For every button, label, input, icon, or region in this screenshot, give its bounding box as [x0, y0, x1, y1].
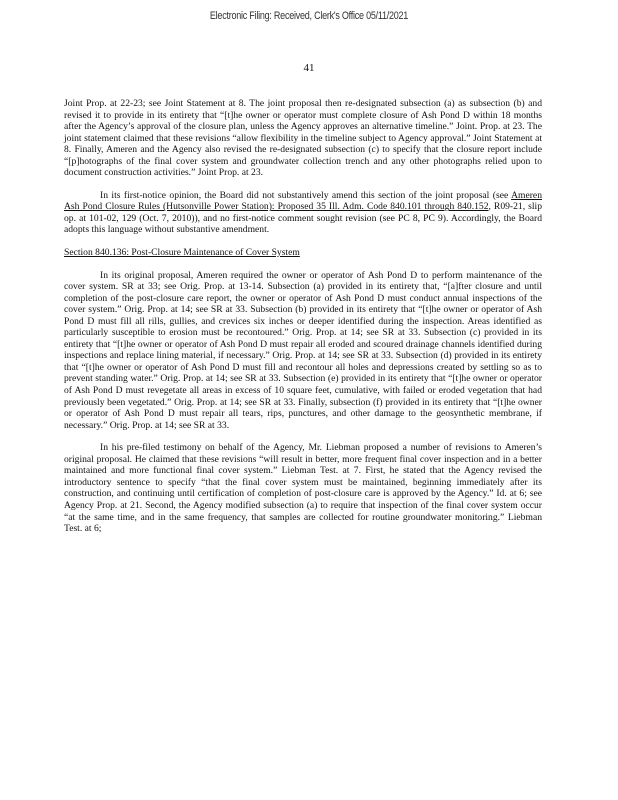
paragraph-joint-proposal: Joint Prop. at 22-23; see Joint Statement at 8. The joint proposal then re-designated subsection (a) as subsection (b) and revised it to provide in its entirety that “[t]he owner or operator must complete closure of Ash Pond D within 18 months after the Agency’s approval of the closure plan, unless the Agency approves an alternative timeline.” Joint. Prop. at 23. The joint statement claimed that these revisions “allow flexibility in the timeline subject to Agency approval.” Joint Statement at 8. Finally, Ameren and the Agency also revised the re-designated subsection (c) to specify that the closure report include “[p]hotographs of the final cover system and groundwater collection trench and any other photographs relied upon to document construction activities.” Joint Prop. at 23.: [64, 98, 542, 179]
document-body: [64, 98, 542, 546]
filing-stamp: Electronic Filing: Received, Clerk's Office 05/11/2021: [209, 10, 409, 22]
paragraph-text-after-citation: , R09-21, slip op. at 101-02, 129 (Oct. 7, 2010)), and no first-notice comment sought revision (see PC 8, PC 9). Accordingly, the Board adopts this language without substantive amendment.: [64, 201, 542, 236]
section-heading: Section 840.136: Post-Closure Maintenance of Cover System: [64, 247, 300, 259]
paragraph-first-notice: [64, 190, 542, 236]
paragraph-original-proposal: In its original proposal, Ameren required the owner or operator of Ash Pond D to perform maintenance of the cover system. SR at 33; see Orig. Prop. at 13-14. Subsection (a) provided in its entirety that, “[a]fter closure and until completion of the post-closure care report, the owner or operator of Ash Pond D must conduct annual inspections of the cover system.” Orig. Prop. at 14; see SR at 33. Subsection (b) provided in its entirety that “[t]he owner or operator of Ash Pond D must fill all rills, gullies, and crevices six inches or deeper identified during the inspection. Areas identified as particularly susceptible to erosion must be recontoured.” Orig. Prop. at 14; see SR at 33. Subsection (c) provided in its entirety that “[t]he owner or operator of Ash Pond D must repair all eroded and scoured drainage channels identified during inspections and replace lining material, if necessary.” Orig. Prop. at 14; see SR at 33. Subsection (d) provided in its entirety that “[t]he owner or operator of Ash Pond D must fill and recontour all holes and depressions created by settling so as to prevent standing water.” Orig. Prop. at 14; see SR at 33. Subsection (e) provided in its entirety that “[t]he owner or operator of Ash Pond D must revegetate all areas in excess of 10 square feet, cumulative, with failed or eroded vegetation that had previously been vegetated.” Orig. Prop. at 14; see SR at 33. Finally, subsection (f) provided in its entirety that “[t]he owner or operator of Ash Pond D must repair all tears, rips, punctures, and other damage to the geosynthetic membrane, if necessary.” Orig. Prop. at 14; see SR at 33.: [64, 269, 542, 431]
page-number: 41: [303, 62, 315, 74]
paragraph-liebman-testimony: In his pre-filed testimony on behalf of the Agency, Mr. Liebman proposed a number of revisions to Ameren’s original proposal. He claimed that these revisions “will result in better, more frequent final cover inspection and in a better maintained and more functional final cover system.” Liebman Test. at 7. First, he stated that the Agency revised the introductory sentence to specify “that the final cover system must be maintained, beginning immediately after its construction, and continuing until certification of completion of post-closure care is approved by the Agency.” Id. at 6; see Agency Prop. at 21. Second, the Agency modified subsection (a) to require that inspection of the final cover system occur “at the same time, and in the same frequency, that samples are collected for routine groundwater monitoring.” Liebman Test. at 6;: [64, 442, 542, 535]
paragraph-text-before-citation: In its first-notice opinion, the Board did not substantively amend this section of the joint proposal (see: [100, 189, 512, 201]
case-citation: Ameren Ash Pond Closure Rules (Hutsonville Power Station): Proposed 35 Ill. Adm. Code 840.101 through 840.152: [64, 189, 542, 213]
